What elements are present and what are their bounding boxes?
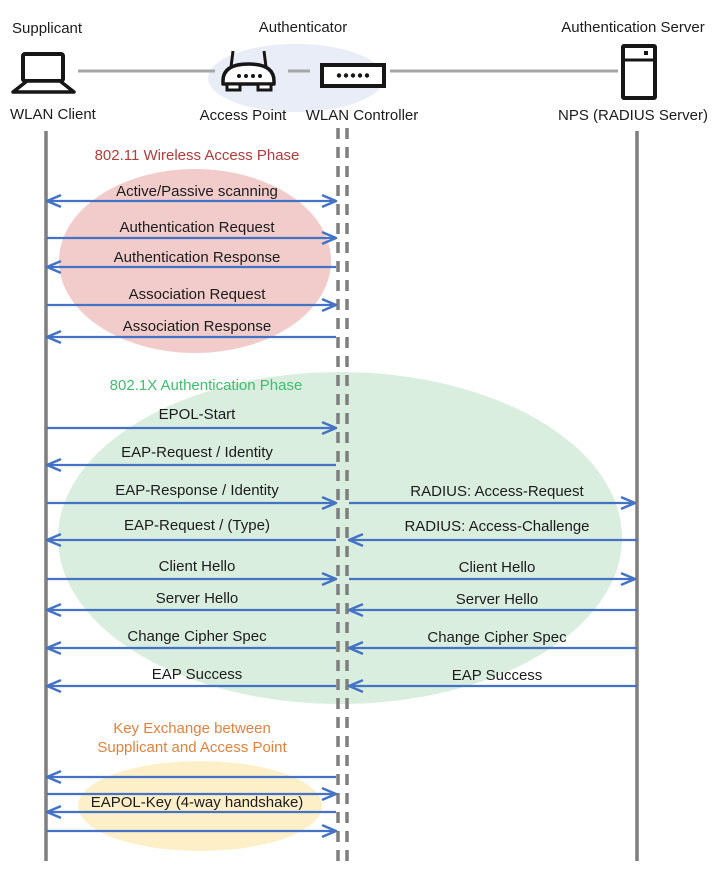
arrow-client-hello-left	[47, 574, 336, 585]
server-icon	[623, 46, 655, 98]
phase-title-key-exchange	[57, 719, 327, 757]
message-label: Authentication Response	[113, 249, 281, 266]
message-label: Association Request	[128, 286, 266, 303]
message-label: Authentication Request	[119, 219, 275, 236]
arrow-eapol-key-4	[47, 826, 336, 837]
role-supplicant: Supplicant	[12, 20, 83, 37]
message-label: EAP Success	[151, 666, 243, 683]
message-label: Active/Passive scanning	[116, 183, 278, 200]
device-nps-radius-server: NPS (RADIUS Server)	[557, 107, 709, 124]
arrow-eapol-key-1	[47, 772, 336, 783]
message-label: Association Response	[122, 318, 272, 335]
device-wlan-client: WLAN Client	[10, 106, 96, 123]
message-label: RADIUS: Access-Challenge	[404, 518, 590, 535]
message-label: Server Hello	[455, 591, 539, 608]
message-label: EAP Success	[451, 667, 543, 684]
wlan-controller-icon	[322, 65, 384, 86]
message-label: EAP-Request / (Type)	[124, 517, 270, 534]
role-authentication-server: Authentication Server	[561, 19, 705, 36]
arrow-radius-access-challenge	[349, 535, 637, 546]
message-label: EAP-Request / Identity	[121, 444, 273, 461]
arrow-eap-response-identity	[47, 498, 336, 509]
laptop-icon	[13, 54, 74, 92]
access-point-icon	[223, 51, 274, 90]
phase-title-wireless-access: 802.11 Wireless Access Phase	[94, 147, 300, 164]
arrow-eap-request-identity	[47, 460, 336, 471]
message-label: EPOL-Start	[158, 406, 236, 423]
device-access-point: Access Point	[199, 107, 287, 124]
arrow-epol-start	[47, 423, 336, 434]
message-label: EAPOL-Key (4-way handshake)	[90, 794, 304, 811]
message-label: Change Cipher Spec	[127, 628, 267, 645]
device-wlan-controller: WLAN Controller	[305, 107, 419, 124]
message-label: Client Hello	[458, 559, 536, 576]
message-label: Change Cipher Spec	[427, 629, 567, 646]
message-label: Client Hello	[158, 558, 236, 575]
phase-title-dot1x-auth: 802.1X Authentication Phase	[109, 377, 303, 394]
phase-title-key-exchange-line2: Supplicant and Access Point	[97, 739, 287, 756]
phase-title-key-exchange-line1: Key Exchange between	[113, 720, 271, 737]
message-label: RADIUS: Access-Request	[410, 483, 584, 500]
arrow-eap-request-type	[47, 535, 336, 546]
message-label: Server Hello	[155, 590, 239, 607]
message-label: EAP-Response / Identity	[115, 482, 279, 499]
role-authenticator: Authenticator	[258, 19, 348, 36]
